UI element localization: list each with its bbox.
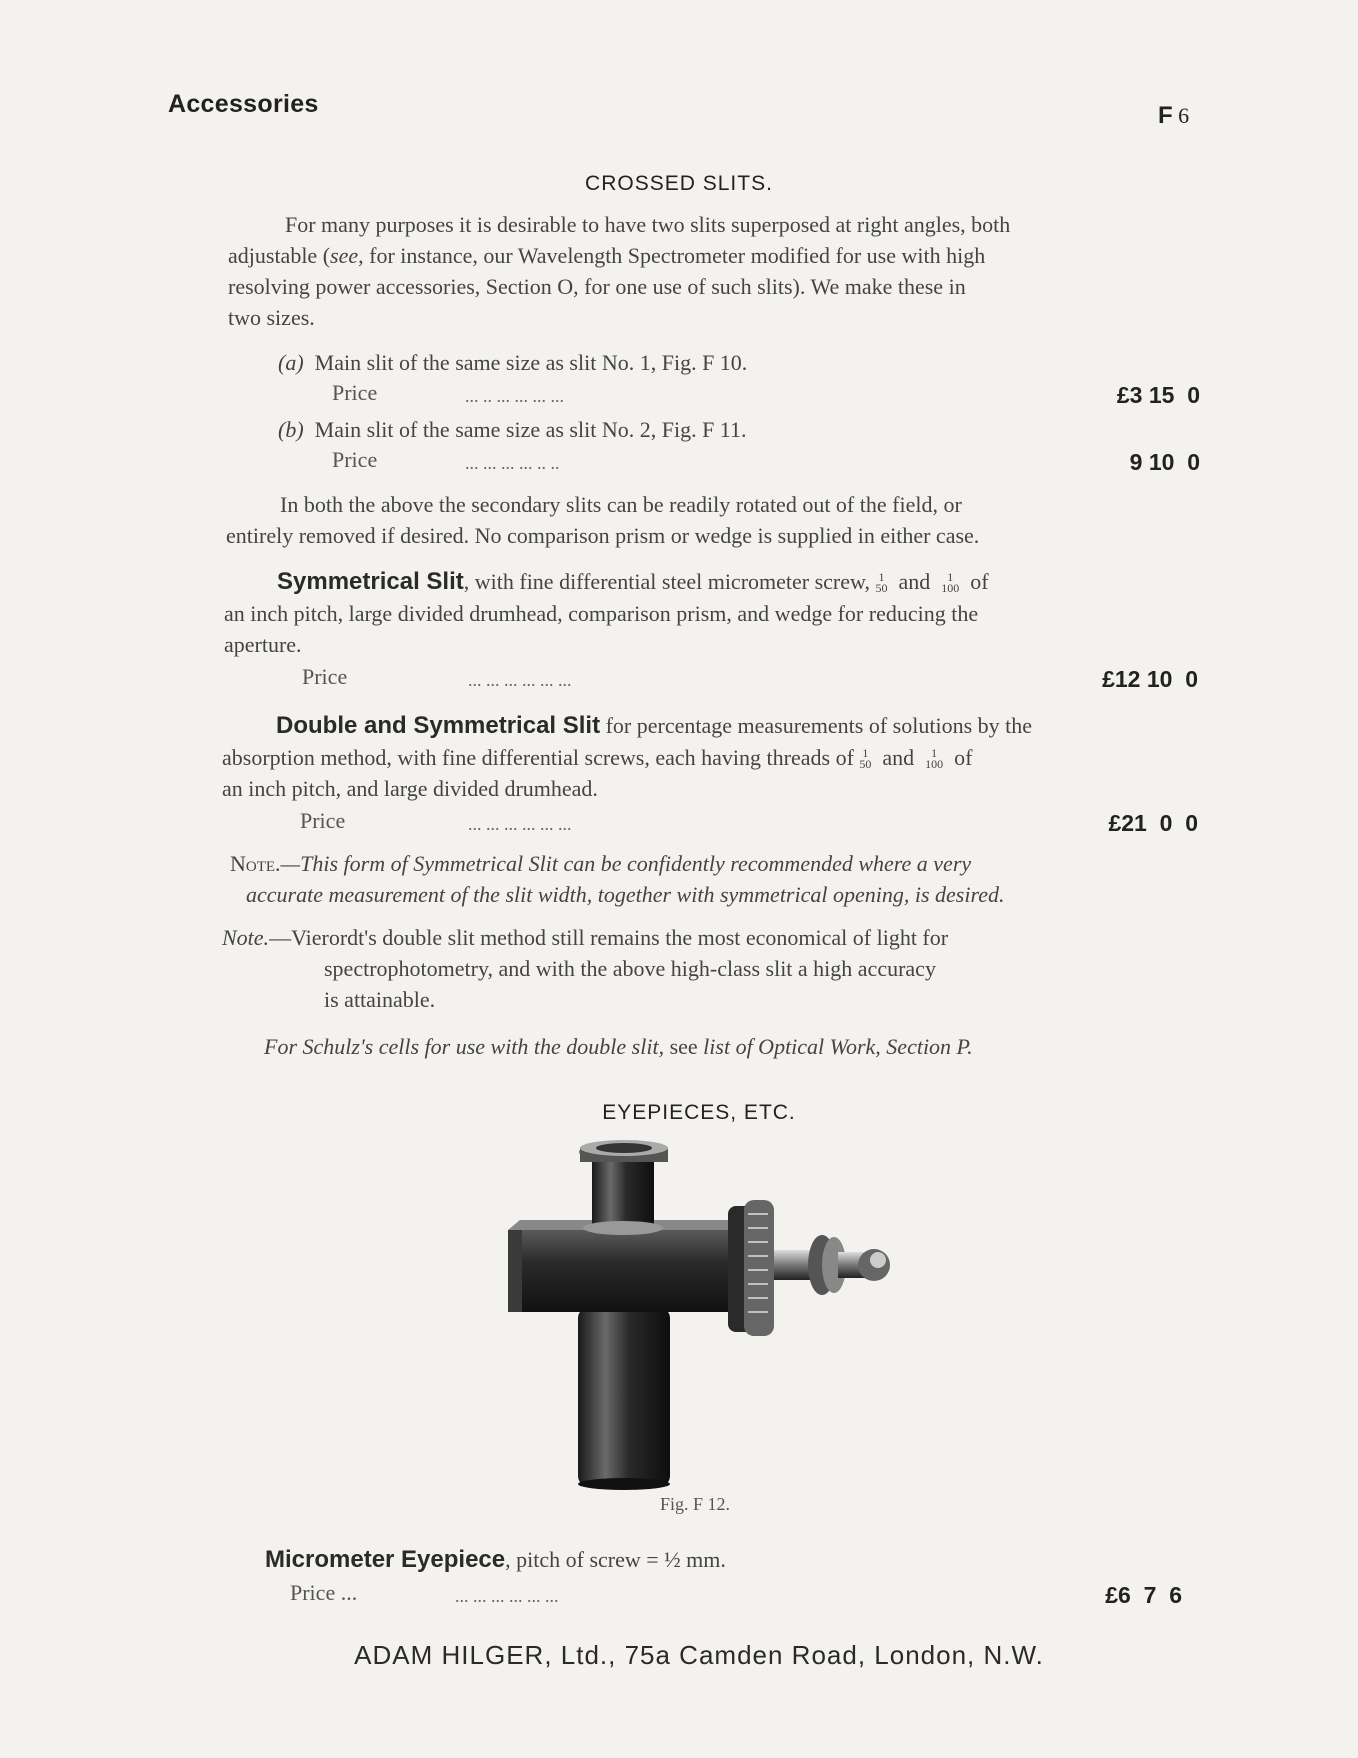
frac-den: 100: [941, 581, 960, 595]
item-a-price-label: Price: [332, 380, 378, 405]
note-text: —This form of Symmetrical Slit can be confidently recommended where a very: [280, 851, 972, 876]
section-label: Accessories: [168, 90, 319, 118]
micrometer-eyepiece-price-label: Price ...: [290, 1580, 358, 1605]
schulz-ref: list of Optical Work, Section P.: [703, 1034, 973, 1059]
crossed-slits-note-1: In both the above the secondary slits can be readily rotated out of the field, or: [280, 492, 962, 517]
prep: of: [954, 745, 973, 770]
leader-dots: ... ... ... ... ... ...: [468, 670, 572, 690]
eyepieces-heading: EYEPIECES, ETC.: [602, 1101, 796, 1124]
page-digit: 6: [1178, 103, 1190, 128]
item-a-marker: (a): [278, 350, 304, 375]
micrometer-eyepiece-price: £6 7 6: [1105, 1582, 1182, 1608]
note-vierordt-1: [222, 925, 948, 951]
crossed-slits-intro-4: two sizes.: [228, 305, 315, 330]
crossed-slits-intro-3: resolving power accessories, Section O, for one use of such slits). We make these in: [228, 274, 966, 299]
frac-den: 100: [925, 757, 944, 771]
item-b-text: Main slit of the same size as slit No. 2, Fig. F 11.: [314, 417, 747, 442]
symmetrical-slit-line-3: aperture.: [224, 632, 302, 657]
symmetrical-slit-line-1: [277, 568, 989, 596]
note-label: Note.: [222, 925, 270, 950]
frac-den: 50: [859, 757, 872, 771]
symmetrical-slit-price-label: Price: [302, 664, 348, 689]
double-slit-line-3: an inch pitch, and large divided drumhead.: [222, 776, 598, 801]
micrometer-eyepiece-title: Micrometer Eyepiece: [265, 1546, 506, 1573]
intro-text: , for instance, our Wavelength Spectrometer modified for use with high: [358, 243, 986, 268]
note-symmetrical-1: [230, 851, 971, 877]
conj: and: [882, 745, 915, 770]
note-vierordt-3: is attainable.: [324, 987, 436, 1012]
double-slit-desc: absorption method, with fine differential screws, each having threads of: [222, 745, 854, 770]
schulz-text: For Schulz's cells for use with the double slit,: [264, 1034, 665, 1059]
frac-num: 1: [862, 746, 869, 760]
fraction-one-fiftieth: [875, 572, 887, 594]
fraction-one-hundredth: [925, 748, 943, 770]
publisher-footer: ADAM HILGER, Ltd., 75a Camden Road, London, N.W.: [354, 1640, 1044, 1670]
prep: of: [970, 569, 989, 594]
fraction-one-fiftieth: [859, 748, 871, 770]
leader-dots: ... ... ... ... .. ..: [465, 453, 560, 473]
double-slit-price: £21 0 0: [1108, 810, 1198, 836]
double-slit-line-1: [276, 712, 1032, 740]
schulz-cells-note: [264, 1034, 973, 1060]
symmetrical-slit-price: £12 10 0: [1102, 666, 1198, 692]
page-letter: F: [1158, 102, 1173, 129]
double-slit-desc: for percentage measurements of solutions by the: [605, 713, 1033, 738]
item-b-price-label: Price: [332, 447, 378, 472]
page-number: [1158, 102, 1189, 130]
frac-den: 50: [875, 581, 888, 595]
crossed-slits-intro-1: For many purposes it is desirable to have two slits superposed at right angles, both: [285, 212, 1011, 237]
note-symmetrical-2: accurate measurement of the slit width, together with symmetrical opening, is desired.: [246, 882, 1005, 907]
intro-see: see: [330, 243, 359, 268]
note-vierordt-2: spectrophotometry, and with the above high-class slit a high accuracy: [324, 956, 936, 981]
double-slit-price-label: Price: [300, 808, 346, 833]
crossed-slits-heading: CROSSED SLITS.: [585, 172, 773, 195]
item-b-price: 9 10 0: [1129, 449, 1200, 475]
item-b-marker: (b): [278, 417, 304, 442]
crossed-slits-note-2: entirely removed if desired. No comparison prism or wedge is supplied in either case.: [226, 523, 980, 548]
frac-num: 1: [947, 570, 954, 584]
double-slit-line-2: [222, 745, 973, 771]
double-slit-title: Double and Symmetrical Slit: [276, 712, 601, 739]
conj: and: [898, 569, 931, 594]
fraction-one-hundredth: [941, 572, 959, 594]
frac-num: 1: [878, 570, 885, 584]
micrometer-eyepiece-line: [265, 1546, 726, 1574]
intro-text: adjustable (: [228, 243, 331, 268]
figure-caption: Fig. F 12.: [659, 1494, 731, 1514]
note-label: Note.: [230, 851, 281, 876]
schulz-see: see: [664, 1034, 704, 1059]
item-b: [278, 417, 746, 443]
symmetrical-slit-title: Symmetrical Slit: [277, 568, 464, 595]
micrometer-eyepiece-illustration: [500, 1138, 900, 1490]
micrometer-eyepiece-desc: , pitch of screw = ½ mm.: [505, 1547, 726, 1572]
crossed-slits-intro-2: [228, 243, 985, 269]
item-a-text: Main slit of the same size as slit No. 1, Fig. F 10.: [314, 350, 748, 375]
leader-dots: ... ... ... ... ... ...: [468, 814, 572, 834]
symmetrical-slit-desc: , with fine differential steel micrometer screw,: [463, 569, 870, 594]
symmetrical-slit-line-2: an inch pitch, large divided drumhead, comparison prism, and wedge for reducing the: [224, 601, 979, 626]
item-a-price: £3 15 0: [1116, 382, 1200, 408]
item-a: [278, 350, 747, 376]
note-text: —Vierordt's double slit method still remains the most economical of light for: [269, 925, 949, 950]
leader-dots: ... .. ... ... ... ...: [465, 386, 564, 406]
frac-num: 1: [931, 746, 938, 760]
leader-dots: ... ... ... ... ... ...: [455, 1586, 559, 1606]
